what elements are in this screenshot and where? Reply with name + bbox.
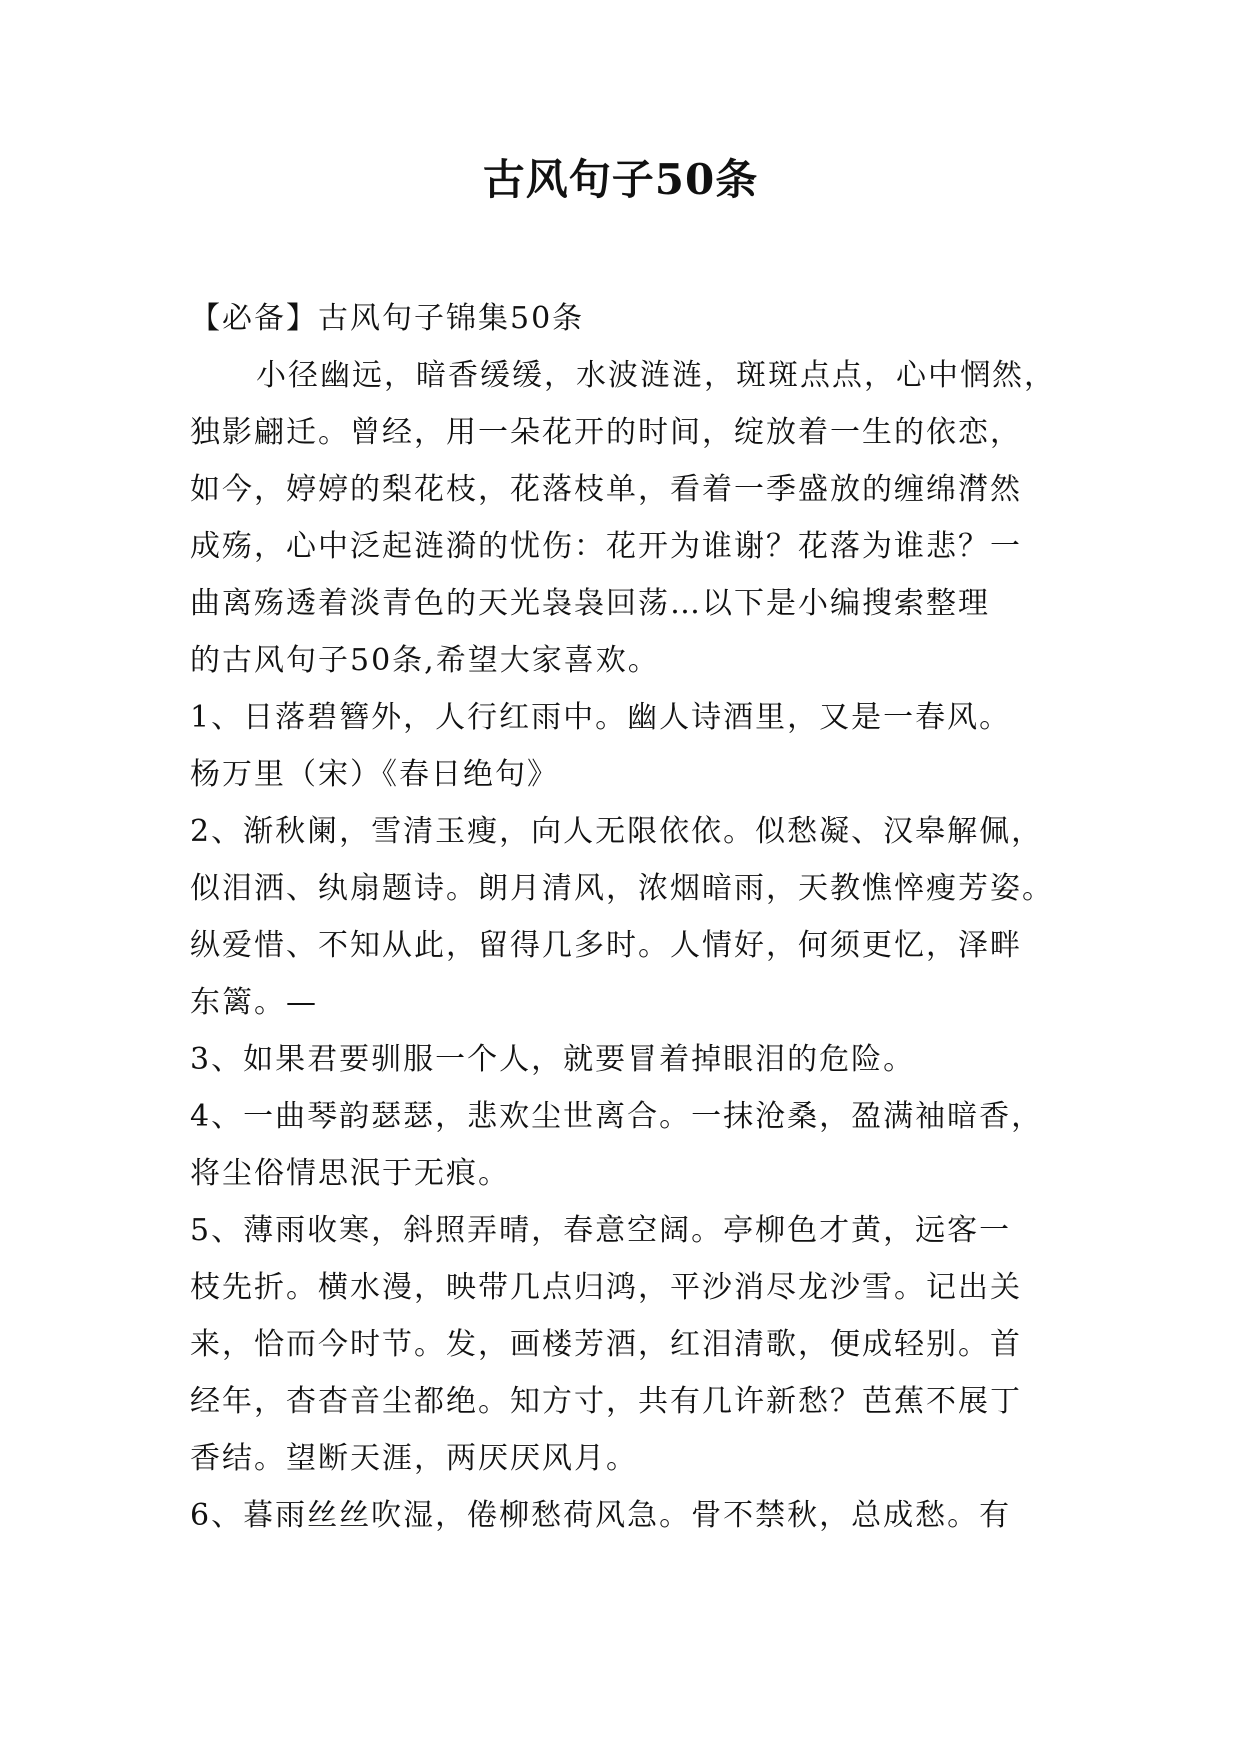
paragraph-line: 3、如果君要驯服一个人，就要冒着掉眼泪的危险。 — [190, 1042, 916, 1077]
paragraph-line: 香结。望断天涯，两厌厌风月。 — [190, 1441, 638, 1476]
paragraph-line: 独影翩迁。曾经，用一朵花开的时间，绽放着一生的依恋， — [190, 415, 1022, 450]
paragraph-line: 经年，杳杳音尘都绝。知方寸，共有几许新愁？芭蕉不展丁 — [190, 1384, 1022, 1419]
paragraph-line: 小径幽远，暗香缓缓，水波涟涟，斑斑点点，心中惘然， — [256, 358, 1056, 393]
paragraph-line: 杨万里（宋）《春日绝句》 — [190, 757, 559, 792]
paragraph-line: 似泪洒、纨扇题诗。朗月清风，浓烟暗雨，天教憔悴瘦芳姿。 — [190, 871, 1054, 906]
paragraph-line: 2、渐秋阑，雪清玉瘦，向人无限依依。似愁凝、汉皋解佩， — [190, 814, 1044, 849]
paragraph-line: 曲离殇透着淡青色的天光袅袅回荡…以下是小编搜索整理 — [190, 586, 990, 621]
paragraph-line: 的古风句子50条,希望大家喜欢。 — [190, 643, 660, 678]
paragraph-line: 东篱。— — [190, 985, 318, 1020]
document-body — [190, 290, 1070, 1544]
subtitle-line: 【必备】古风句子锦集50条 — [190, 301, 585, 336]
paragraph-line: 4、一曲琴韵瑟瑟，悲欢尘世离合。一抹沧桑，盈满袖暗香， — [190, 1099, 1044, 1134]
paragraph-line: 枝先折。横水漫，映带几点归鸿，平沙消尽龙沙雪。记出关 — [190, 1270, 1022, 1305]
paragraph-line: 1、日落碧簪外，人行红雨中。幽人诗酒里，又是一春风。 — [190, 700, 1012, 735]
paragraph-line: 5、薄雨收寒，斜照弄晴，春意空阔。亭柳色才黄，远客一 — [190, 1213, 1012, 1248]
paragraph-line: 将尘俗情思泯于无痕。 — [190, 1156, 510, 1191]
paragraph-line: 来，恰而今时节。发，画楼芳酒，红泪清歌，便成轻别。首 — [190, 1327, 1022, 1362]
paragraph-line: 6、暮雨丝丝吹湿，倦柳愁荷风急。骨不禁秋，总成愁。有 — [190, 1498, 1012, 1533]
document-title: 古风句子50条 — [482, 155, 759, 204]
paragraph-line: 如今，婷婷的梨花枝，花落枝单，看着一季盛放的缠绵潸然 — [190, 472, 1022, 507]
paragraph-line: 成殇，心中泛起涟漪的忧伤：花开为谁谢？花落为谁悲？一 — [190, 529, 1022, 564]
paragraph-line: 纵爱惜、不知从此，留得几多时。人情好，何须更忆，泽畔 — [190, 928, 1022, 963]
